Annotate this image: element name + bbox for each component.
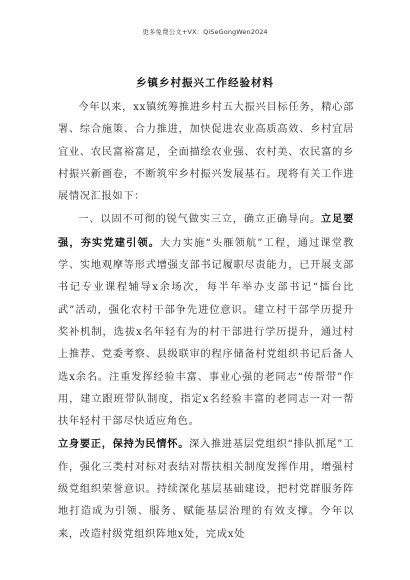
paragraph-section-two: [58, 433, 354, 545]
section-heading: 一、以固不可彻的锐气做实三立，确立正确导向。: [78, 214, 322, 226]
bold-lead: 立身要正，保持为民情怀。: [58, 438, 190, 451]
bold-lead: 立足要强，夯实党建引领。: [58, 213, 354, 249]
paragraph-section-one: [58, 208, 354, 433]
paragraph-text: 今年以来，xx镇统筹推进乡村五大振兴目标任务，精心部署、综合施策、合力推进，加快促进农业高质高效、乡村宜居宜业、农民富裕富足，全面描绘农业强、农村美、农民富的乡村振兴新画卷，不断筑牢乡村振兴发展基石。现将有关工作进展情况汇报如下：: [58, 102, 354, 203]
header-note: 更多免费公文+VX：QiSeGongWen2024: [142, 28, 268, 36]
paragraph-text: 大力实施“头雁领航”工程，通过课堂教学、实地观摩等形式增强支部书记履职尽责能力，已开展支部书记专业课程辅导x余场次，每半年举办支部书记“擂台比武”活动，强化农村干部争先进位意识。建立村干部学历提升奖补机制，选拔x名年轻有为的村干部进行学历提升，通过村上推荐、党委考察、县级联审的程序储备村党组织书记后备人选x余名。注重发挥经验丰富、事业心强的老同志“传帮带”作用，建立跟班带队制度，指定x名经验丰富的老同志一对一帮扶年轻村干部尽快适应角色。: [58, 237, 354, 428]
document-title: 乡镇乡村振兴工作经验材料: [136, 77, 274, 89]
paragraph-text: 深入推进基层党组织“排队抓尾”工作，强化三类村对标对表结对帮扶相关制度发挥作用，增强村级党组织荣誉意识。持续深化基层基础建设，把村党群服务阵地打造成为引领、服务、赋能基层治理的有效支撑。今年以来，改造村级党组织阵地x处，完成x处: [58, 439, 354, 540]
paragraph-intro: [58, 97, 354, 208]
document-body: [58, 97, 354, 546]
